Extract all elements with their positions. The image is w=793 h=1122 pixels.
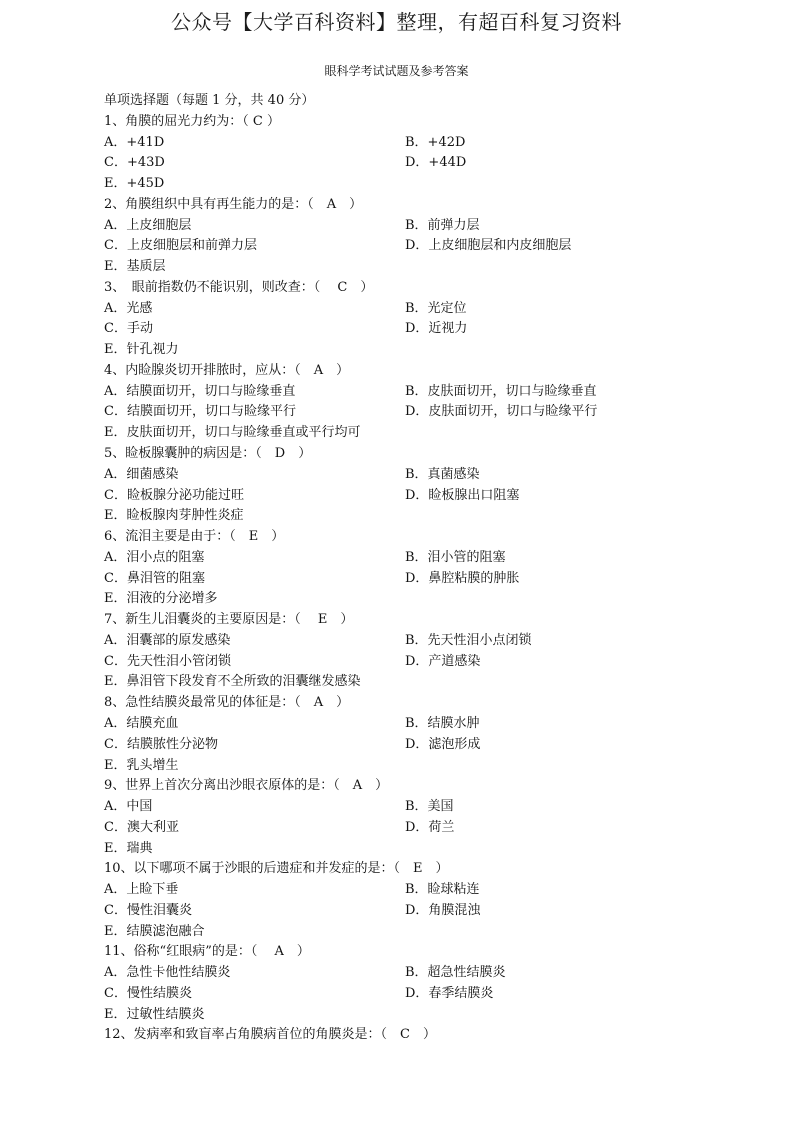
option-e: E．结膜滤泡融合	[104, 923, 205, 939]
option-a: A．光感	[104, 300, 153, 316]
option-a: A．细菌感染	[104, 466, 179, 482]
option-b: B．先天性泪小点闭锁	[405, 632, 532, 648]
question-stem: 4、内睑腺炎切开排脓时，应从：（ A ）	[104, 362, 350, 378]
option-row	[104, 548, 704, 569]
question-stem: 2、角膜组织中具有再生能力的是：（ A ）	[104, 196, 363, 212]
option-c: C．先天性泪小管闭锁	[104, 653, 231, 669]
option-d: D．春季结膜炎	[405, 985, 494, 1001]
option-e: E．基质层	[104, 259, 166, 275]
option-d: D．+44D	[405, 155, 467, 171]
option-d: D．皮肤面切开，切口与睑缘平行	[405, 404, 598, 420]
option-row	[104, 631, 704, 652]
option-row	[104, 880, 704, 901]
option-b: B．前弹力层	[405, 217, 480, 233]
option-d: D．角膜混浊	[405, 902, 481, 918]
option-row	[104, 340, 704, 361]
option-row	[104, 984, 704, 1005]
option-row	[104, 756, 704, 777]
question-stem: 9、世界上首次分离出沙眼衣原体的是：（ A ）	[104, 778, 389, 794]
option-row	[104, 1005, 704, 1026]
option-a: A．结膜面切开，切口与睑缘垂直	[104, 383, 296, 399]
option-row	[104, 506, 704, 527]
option-c: C．+43D	[104, 155, 165, 171]
option-row	[104, 901, 704, 922]
option-row	[104, 672, 704, 693]
option-e: E．过敏性结膜炎	[104, 1006, 205, 1022]
option-c: C．手动	[104, 321, 153, 337]
question-stem: 8、急性结膜炎最常见的体征是：（ A ）	[104, 695, 350, 711]
option-e: E．瑞典	[104, 840, 153, 856]
option-row	[104, 133, 704, 154]
question-stem: 12、发病率和致盲率占角膜病首位的角膜炎是：（ C ）	[104, 1027, 436, 1043]
question-stem: 6、流泪主要是由于：（ E ）	[104, 529, 285, 545]
option-a: A．+41D	[104, 134, 165, 150]
option-e: E．针孔视力	[104, 342, 179, 358]
option-b: B．美国	[405, 799, 454, 815]
option-row	[104, 652, 704, 673]
option-d: D．产道感染	[405, 653, 481, 669]
option-e: E．+45D	[104, 176, 165, 192]
question-stem: 11、俗称“红眼病”的是：（ A ）	[104, 944, 310, 960]
option-a: A．上睑下垂	[104, 882, 179, 898]
option-a: A．泪囊部的原发感染	[104, 632, 231, 648]
option-a: A．上皮细胞层	[104, 217, 192, 233]
option-a: A．急性卡他性结膜炎	[104, 965, 231, 981]
option-c: C．结膜脓性分泌物	[104, 736, 218, 752]
option-b: B．超急性结膜炎	[405, 965, 506, 981]
option-a: A．结膜充血	[104, 715, 179, 731]
option-b: B．结膜水肿	[405, 715, 480, 731]
option-e: E．乳头增生	[104, 757, 179, 773]
option-d: D．荷兰	[405, 819, 455, 835]
option-row	[104, 319, 704, 340]
option-row	[104, 735, 704, 756]
question-stem: 10、以下哪项不属于沙眼的后遗症和并发症的是：（ E ）	[104, 861, 449, 877]
option-c: C．上皮细胞层和前弹力层	[104, 238, 257, 254]
option-row	[104, 382, 704, 403]
option-b: B．睑球粘连	[405, 882, 480, 898]
option-c: C．鼻泪管的阻塞	[104, 570, 205, 586]
option-e: E．皮肤面切开，切口与睑缘垂直或平行均可	[104, 425, 361, 441]
option-b: B．光定位	[405, 300, 467, 316]
option-row	[104, 153, 704, 174]
option-row	[104, 299, 704, 320]
option-row	[104, 839, 704, 860]
option-row	[104, 797, 704, 818]
option-row	[104, 236, 704, 257]
option-b: B．泪小管的阻塞	[405, 549, 506, 565]
question-stem: 5、睑板腺囊肿的病因是：（ D ）	[104, 446, 312, 462]
option-c: C．慢性泪囊炎	[104, 902, 192, 918]
option-a: A．中国	[104, 799, 153, 815]
option-row	[104, 922, 704, 943]
option-row	[104, 818, 704, 839]
option-e: E．鼻泪管下段发育不全所致的泪囊继发感染	[104, 674, 361, 690]
option-row	[104, 589, 704, 610]
option-c: C．慢性结膜炎	[104, 985, 192, 1001]
option-d: D．睑板腺出口阻塞	[405, 487, 520, 503]
option-d: D．近视力	[405, 321, 468, 337]
option-c: C．澳大利亚	[104, 819, 179, 835]
option-d: D．滤泡形成	[405, 736, 481, 752]
option-row	[104, 423, 704, 444]
option-row	[104, 402, 704, 423]
question-stem: 3、 眼前指数仍不能识别，则改查：（ C ）	[104, 279, 374, 295]
option-row	[104, 174, 704, 195]
banner-heading: 公众号【大学百科资料】整理，有超百科复习资料	[171, 10, 622, 34]
option-row	[104, 569, 704, 590]
option-c: C．睑板腺分泌功能过旺	[104, 487, 244, 503]
option-e: E．睑板腺肉芽肿性炎症	[104, 508, 244, 524]
question-stem: 7、新生儿泪囊炎的主要原因是：（ E ）	[104, 612, 354, 628]
option-e: E．泪液的分泌增多	[104, 591, 218, 607]
section-heading: 单项选择题（每题 1 分，共 40 分）	[104, 93, 315, 108]
option-row	[104, 963, 704, 984]
option-row	[104, 257, 704, 278]
question-list	[104, 91, 704, 1046]
option-c: C．结膜面切开，切口与睑缘平行	[104, 404, 296, 420]
option-row	[104, 216, 704, 237]
option-b: B．真菌感染	[405, 466, 480, 482]
option-b: B．皮肤面切开，切口与睑缘垂直	[405, 383, 597, 399]
option-row	[104, 714, 704, 735]
option-row	[104, 486, 704, 507]
option-a: A．泪小点的阻塞	[104, 549, 205, 565]
option-d: D．上皮细胞层和内皮细胞层	[405, 238, 572, 254]
option-d: D．鼻腔粘膜的肿胀	[405, 570, 520, 586]
question-stem: 1、角膜的屈光力约为：（ C ）	[104, 113, 280, 129]
option-row	[104, 465, 704, 486]
option-b: B．+42D	[405, 134, 466, 150]
document-title: 眼科学考试试题及参考答案	[324, 64, 469, 78]
